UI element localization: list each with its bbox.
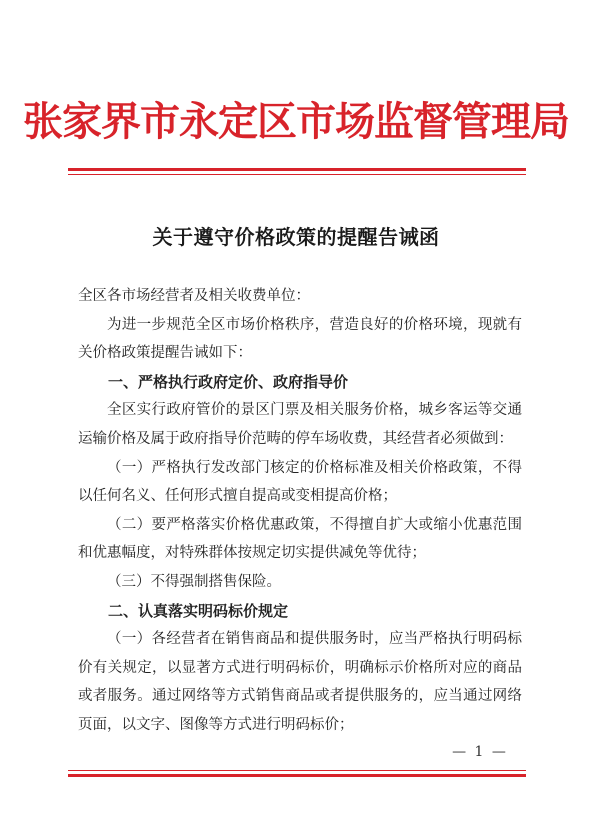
document-body — [78, 282, 522, 740]
footer-rule-thick — [68, 774, 526, 777]
document-title: 关于遵守价格政策的提醒告诫函 — [152, 225, 440, 249]
header-rule-thick — [68, 168, 526, 171]
section-1-item-1: （一）严格执行发改部门核定的价格标准及相关价格政策，不得以任何名义、任何形式擅自提高或变相提高价格； — [78, 459, 522, 505]
section-2-heading: 二、认真落实明码标价规定 — [108, 601, 289, 620]
section-1-heading: 一、严格执行政府定价、政府指导价 — [108, 372, 349, 391]
page-number: — 1 — — [452, 744, 508, 760]
agency-letterhead: 张家界市永定区市场监督管理局 — [23, 98, 569, 145]
section-1-item-3: （三）不得强制搭售保险。 — [107, 573, 281, 590]
footer-rule-thin — [68, 770, 526, 771]
section-2-item-1: （一）各经营者在销售商品和提供服务时，应当严格执行明码标价有关规定，以显著方式进行明码标价，明确标示价格所对应的商品或者服务。通过网络等方式销售商品或者提供服务的，应当通过网络页面，以文字、图像等方式进行明码标价； — [78, 631, 522, 733]
salutation: 全区各市场经营者及相关收费单位： — [78, 288, 310, 304]
header-rule-thin — [68, 174, 526, 175]
section-1-item-2: （二）要严格落实价格优惠政策，不得擅自扩大或缩小优惠范围和优惠幅度，对特殊群体按规定切实提供减免等优待； — [78, 516, 522, 562]
intro-paragraph: 为进一步规范全区市场价格秩序，营造良好的价格环境，现就有关价格政策提醒告诫如下： — [78, 316, 522, 362]
section-1-paragraph: 全区实行政府管价的景区门票及相关服务价格，城乡客运等交通运输价格及属于政府指导价范畴的停车场收费，其经营者必须做到： — [78, 402, 522, 447]
